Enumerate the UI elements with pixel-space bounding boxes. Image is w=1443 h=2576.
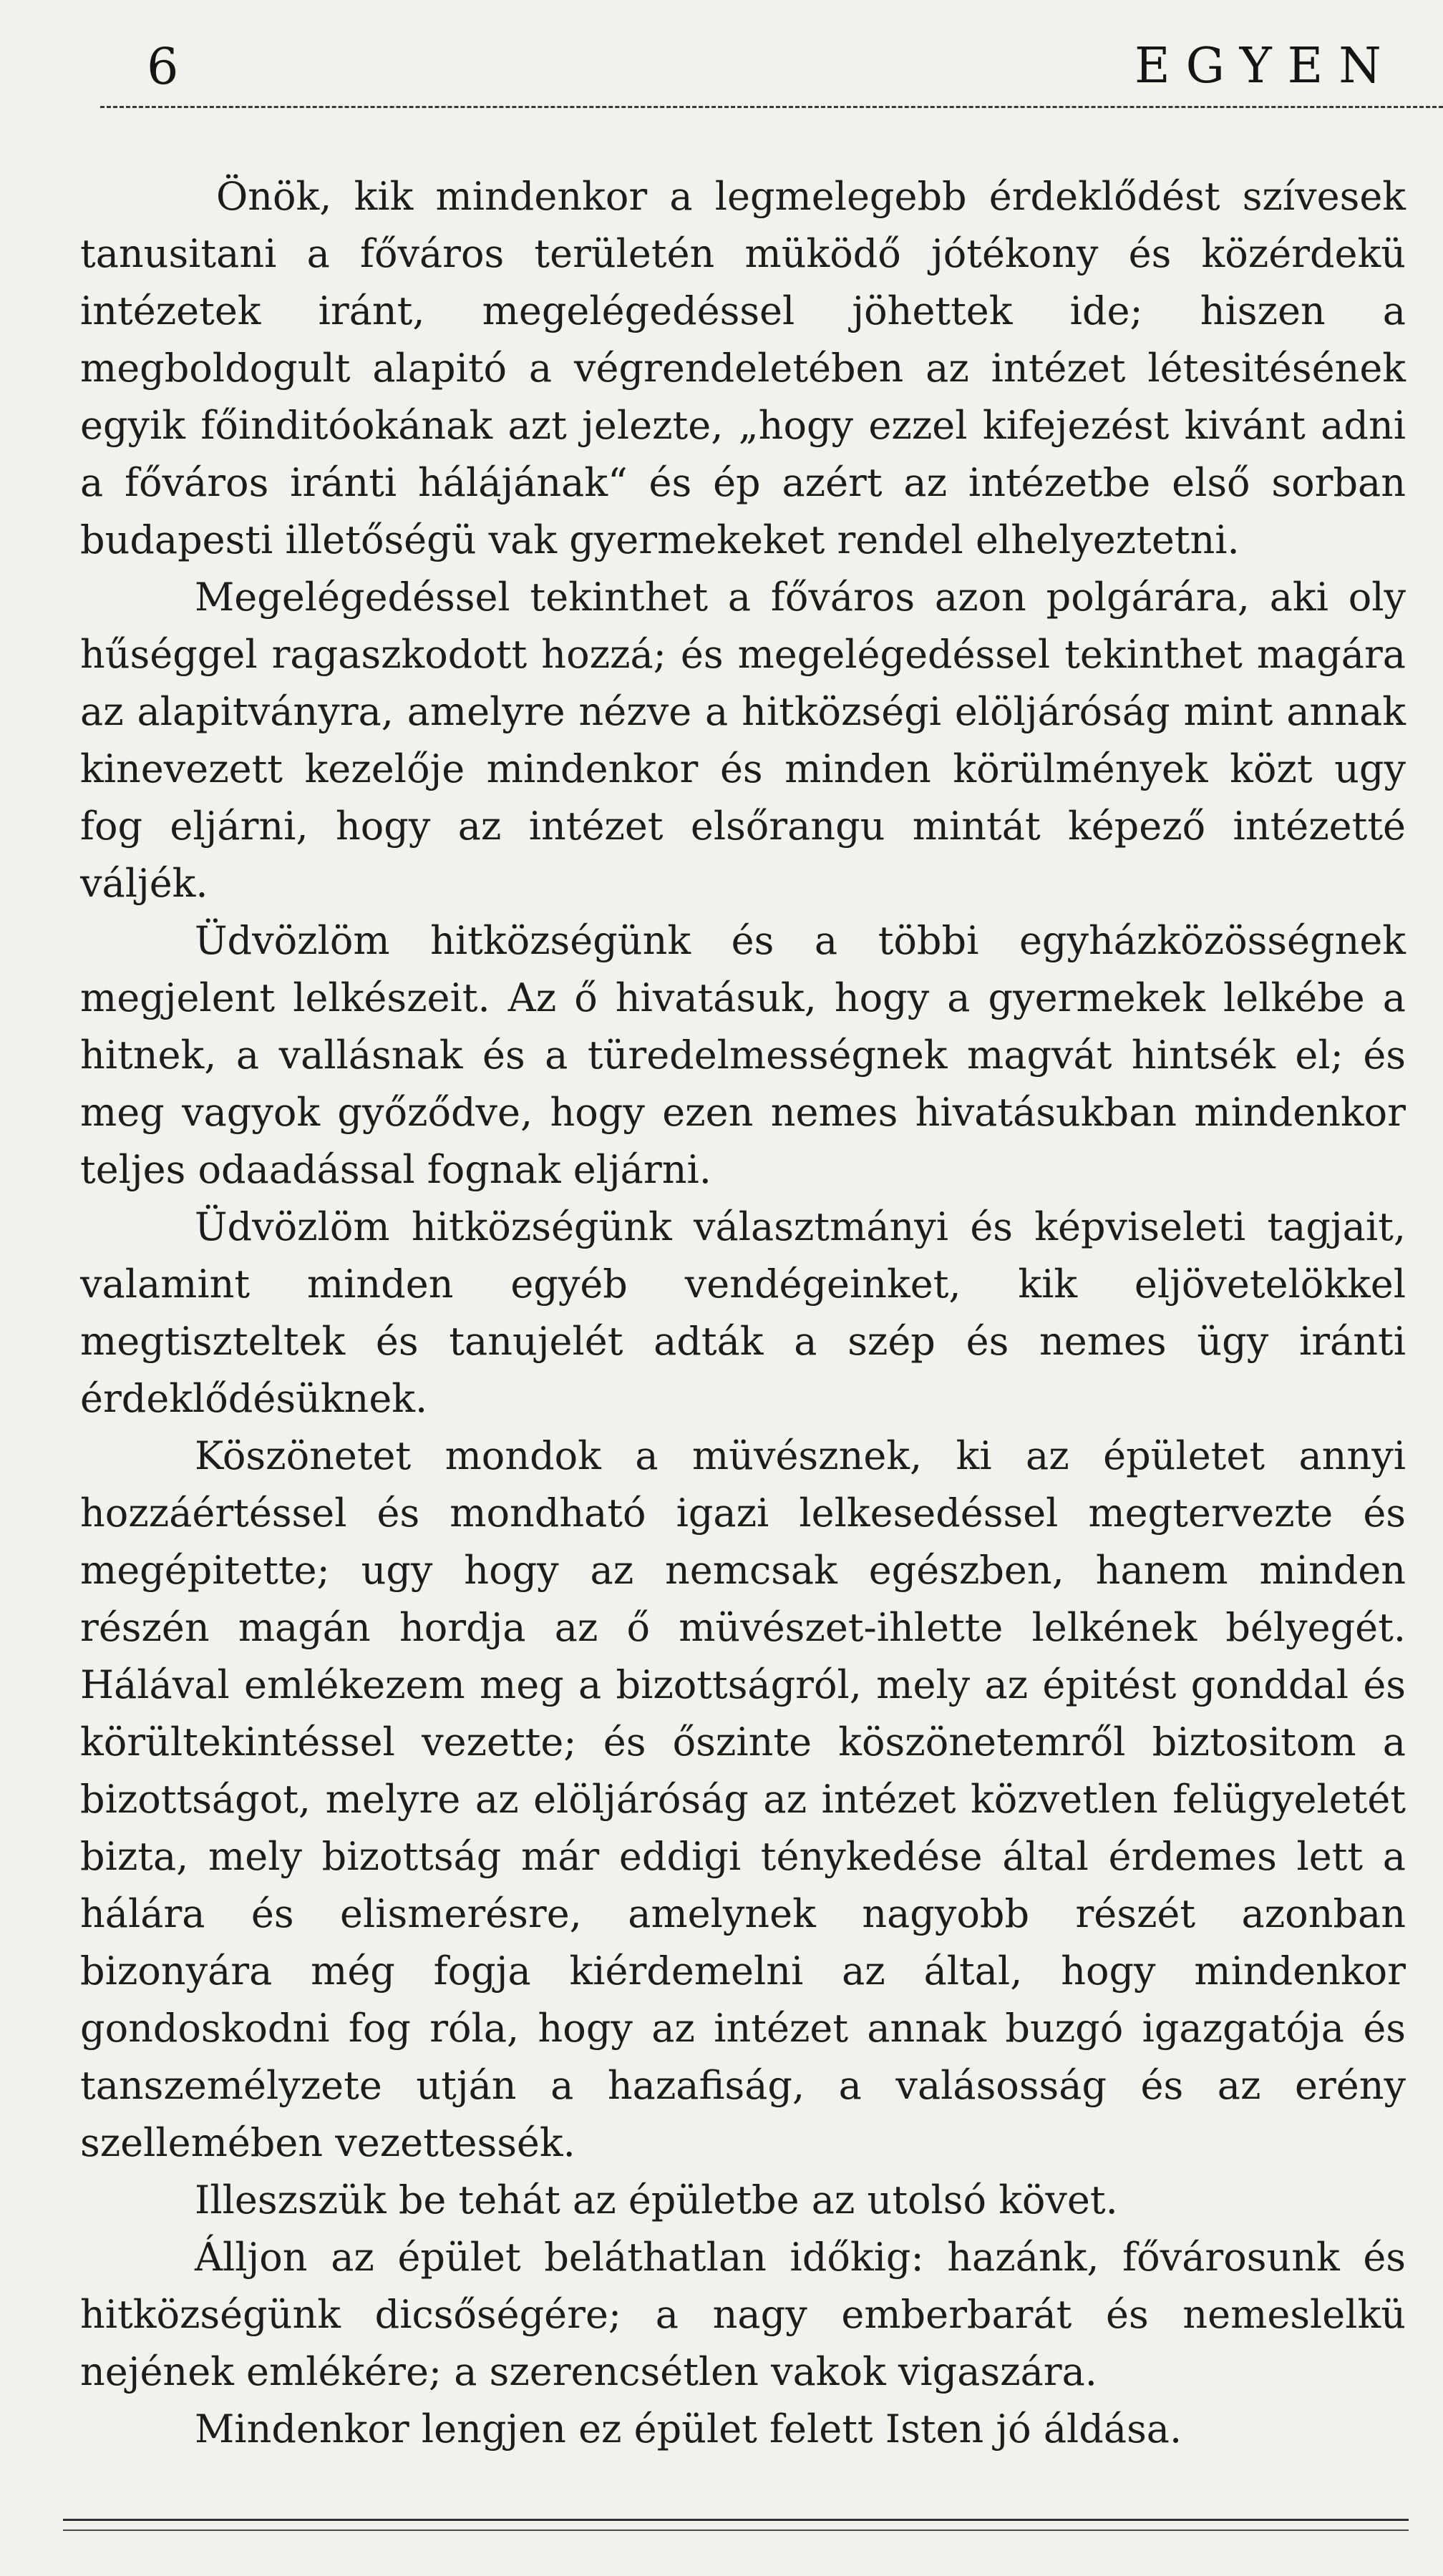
header-rule (100, 106, 1443, 108)
paragraph-4: Üdvözlöm hitközségünk választmányi és képviseleti tagjait, valamint minden egyéb vendégeinket, kik eljövetelökkel megtiszteltek és tanujelét adták a szép és nemes ügy iránti érdeklődésüknek. (80, 1204, 1406, 1421)
running-head: EGYEN (1135, 38, 1397, 94)
footer-rule-lower (63, 2529, 1409, 2531)
paragraph-7: Álljon az épület beláthatlan időkig: hazánk, fővárosunk és hitközségünk dicsőségére; a nagy emberbarát és nemeslelkü nejének emlékére; a szerencsétlen vakok vigaszára. (80, 2235, 1406, 2394)
paragraph-3: Üdvözlöm hitközségünk és a többi egyházközösségnek megjelent lelkészeit. Az ő hivatásuk, hogy a gyermekek lelkébe a hitnek, a vallásnak és a türedelmességnek magvát hintsék el; és meg vagyok győződve, hogy ezen nemes hivatásukban mindenkor teljes odaadással fognak eljárni. (80, 918, 1406, 1192)
paragraph-8: Mindenkor lengjen ez épület felett Isten jó áldása. (195, 2406, 1182, 2451)
paragraph-1: Önök, kik mindenkor a legmelegebb érdeklődést szívesek tanusitani a főváros területén müködő jótékony és közérdekü intézetek iránt, megelégedéssel jöhettek ide; hiszen a megboldogult alapitó a végrendeletében az intézet létesitésének egyik főinditóokának azt jelezte, „hogy ezzel kifejezést kivánt adni a főváros iránti hálájának“ és ép azért az intézetbe első sorban budapesti illetőségü vak gyermekeket rendel elhelyeztetni. (80, 174, 1406, 562)
page-number: 6 (147, 37, 179, 96)
paragraph-5: Köszönetet mondok a müvésznek, ki az épületet annyi hozzáértéssel és mondható igazi lelkesedéssel megtervezte és megépitette; ugy hogy az nemcsak egészben, hanem minden részén magán hordja az ő müvészet-ihlette lelkének bélyegét. Hálával emlékezem meg a bizottságról, mely az épitést gonddal és körültekintéssel vezette; és őszinte köszönetemről biztositom a bizottságot, melyre az elöljáróság az intézet közvetlen felügyeletét bizta, mely bizottság már eddigi ténykedése által érdemes lett a hálára és elismerésre, amelynek nagyobb részét azonban bizonyára még fogja kiérdemelni az által, hogy mindenkor gondoskodni fog róla, hogy az intézet annak buzgó igazgatója és tanszemélyzete utján a hazafiság, a valásosság és az erény szellemében vezettessék. (80, 1433, 1406, 2165)
paragraph-6: Illeszszük be tehát az épületbe az utolsó követ. (195, 2177, 1118, 2223)
paragraph-2: Megelégedéssel tekinthet a főváros azon polgárára, aki oly hűséggel ragaszkodott hozzá; és megelégedéssel tekinthet magára az alapitványra, amelyre nézve a hitközségi elöljáróság mint annak kinevezett kezelője mindenkor és minden körülmények közt ugy fog eljárni, hogy az intézet elsőrangu mintát képező intézetté váljék. (80, 575, 1406, 906)
footer-rule-upper (63, 2519, 1409, 2521)
article-body (80, 168, 1406, 2458)
